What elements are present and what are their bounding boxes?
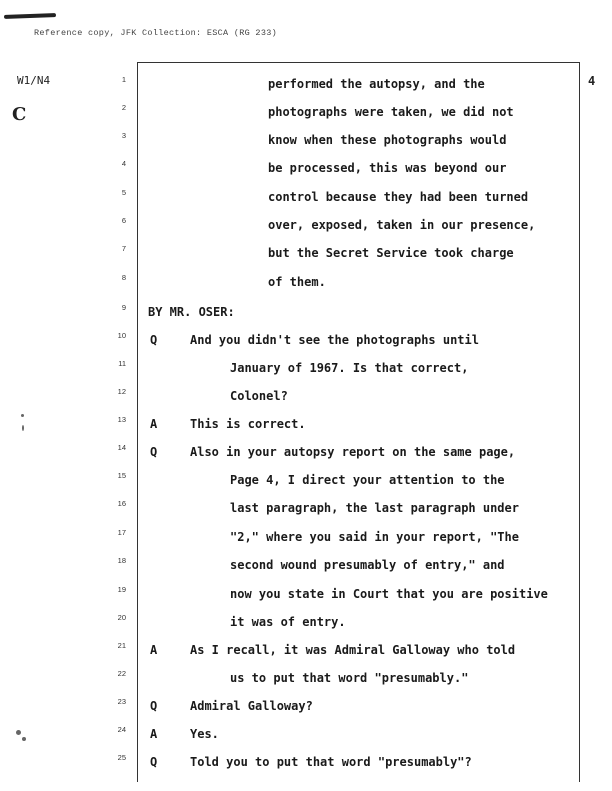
line-number: 8	[121, 273, 126, 282]
line-number: 23	[117, 697, 126, 706]
transcript-line	[0, 414, 612, 434]
line-number: 22	[117, 669, 126, 678]
transcript-line	[0, 130, 612, 150]
speaker-marker: A	[150, 727, 158, 741]
line-text: over, exposed, taken in our presence,	[268, 218, 536, 232]
transcript-line	[0, 187, 612, 207]
line-text: us to put that word "presumably."	[230, 671, 469, 685]
line-number: 24	[117, 725, 126, 734]
line-text: it was of entry.	[230, 615, 346, 629]
line-number: 18	[117, 556, 126, 565]
line-text: control because they had been turned	[268, 190, 529, 204]
line-number: 7	[121, 244, 126, 253]
line-number: 4	[121, 159, 126, 168]
transcript-line	[0, 102, 612, 122]
page-id: W1/N4	[17, 74, 51, 87]
transcript-line	[0, 302, 612, 322]
speaker-marker: Q	[150, 699, 158, 713]
frame-top-border	[137, 62, 580, 63]
line-number: 15	[117, 471, 126, 480]
line-text: Page 4, I direct your attention to the	[230, 473, 505, 487]
line-text: photographs were taken, we did not	[268, 105, 514, 119]
transcript-line	[0, 358, 612, 378]
line-text: January of 1967. Is that correct,	[230, 361, 469, 375]
transcript-line	[0, 386, 612, 406]
line-number: 25	[117, 753, 126, 762]
line-text: know when these photographs would	[268, 133, 507, 147]
speaker-marker: A	[150, 417, 158, 431]
line-number: 2	[121, 103, 126, 112]
line-text: be processed, this was beyond our	[268, 161, 507, 175]
line-text: performed the autopsy, and the	[268, 77, 485, 91]
line-number: 3	[121, 131, 126, 140]
line-text: And you didn't see the photographs until	[190, 333, 479, 347]
reference-header: Reference copy, JFK Collection: ESCA (RG 233)	[34, 28, 278, 38]
transcript-line	[0, 584, 612, 604]
line-number: 12	[117, 387, 126, 396]
speaker-marker: Q	[150, 333, 158, 347]
transcript-line	[0, 668, 612, 688]
line-number: 21	[117, 641, 126, 650]
transcript-line	[0, 74, 612, 94]
line-text: "2," where you said in your report, "The	[230, 530, 519, 544]
line-number: 10	[117, 331, 126, 340]
line-number: 5	[121, 188, 126, 197]
line-text: As I recall, it was Admiral Galloway who told	[190, 643, 516, 657]
line-number: 20	[117, 613, 126, 622]
transcript-line	[0, 158, 612, 178]
transcript-line	[0, 330, 612, 350]
margin-mark: C	[12, 104, 27, 125]
line-text: This is correct.	[190, 417, 306, 431]
line-number: 19	[117, 585, 126, 594]
line-text: Also in your autopsy report on the same page,	[190, 445, 516, 459]
line-text: BY MR. OSER:	[148, 305, 235, 319]
line-number: 16	[117, 499, 126, 508]
line-text: but the Secret Service took charge	[268, 246, 514, 260]
speaker-marker: A	[150, 643, 158, 657]
scan-artifact-mark	[4, 13, 56, 19]
transcript-line	[0, 612, 612, 632]
transcript-line	[0, 243, 612, 263]
line-text: second wound presumably of entry," and	[230, 558, 505, 572]
speaker-marker: Q	[150, 755, 158, 769]
line-text: Yes.	[190, 727, 219, 741]
line-text: last paragraph, the last paragraph under	[230, 501, 519, 515]
transcript-line	[0, 272, 612, 292]
transcript-line	[0, 555, 612, 575]
transcript-line	[0, 527, 612, 547]
page-number: 4	[588, 74, 596, 88]
line-number: 17	[117, 528, 126, 537]
line-number: 14	[117, 443, 126, 452]
line-text: Colonel?	[230, 389, 288, 403]
line-number: 9	[121, 303, 126, 312]
line-text: now you state in Court that you are positive	[230, 587, 548, 601]
transcript-line	[0, 752, 612, 772]
line-number: 6	[121, 216, 126, 225]
line-text: Admiral Galloway?	[190, 699, 313, 713]
transcript-line	[0, 470, 612, 490]
line-number: 13	[117, 415, 126, 424]
line-text: Told you to put that word "presumably"?	[190, 755, 472, 769]
speaker-marker: Q	[150, 445, 158, 459]
line-text: of them.	[268, 275, 326, 289]
transcript-line	[0, 498, 612, 518]
transcript-line	[0, 696, 612, 716]
line-number: 11	[118, 359, 126, 368]
transcript-line	[0, 442, 612, 462]
line-number: 1	[121, 75, 126, 84]
transcript-line	[0, 215, 612, 235]
transcript-line	[0, 640, 612, 660]
transcript-line	[0, 724, 612, 744]
